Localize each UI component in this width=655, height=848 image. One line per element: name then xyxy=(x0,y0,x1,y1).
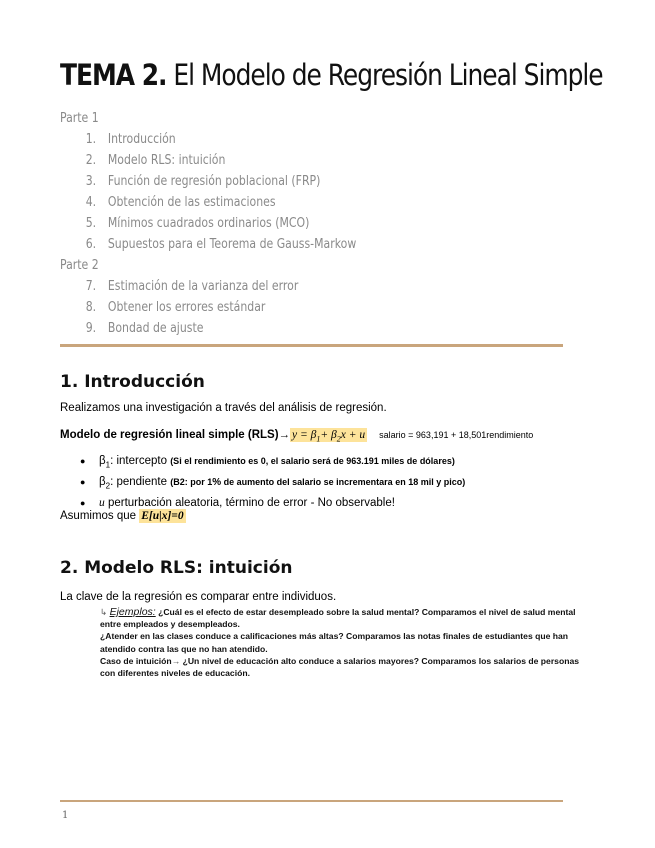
divider xyxy=(60,344,563,347)
paragraph: La clave de la regresión es comparar entre individuos. xyxy=(60,591,337,603)
section-heading-introduccion: 1. Introducción xyxy=(60,372,205,392)
toc-item[interactable]: 6. Supuestos para el Teorema de Gauss-Markow xyxy=(85,237,357,252)
examples-label: Ejemplos: xyxy=(109,606,156,618)
example-item: Caso de intuición→ ¿Un nivel de educación alto conduce a salarios mayores? Comparamos los salarios de personas con diferentes niveles de educación. xyxy=(100,655,580,679)
page-number: 1 xyxy=(62,810,69,821)
title-rest: El Modelo de Regresión Lineal Simple xyxy=(166,58,603,92)
example-item: ¿Atender en las clases conduce a calificaciones más altas? Comparamos las notas finales de estudiantes que han atendido contra las que no han atendido. xyxy=(100,631,569,654)
list-item: ● u perturbación aleatoria, término de error - No observable! xyxy=(80,497,395,509)
toc-part-1: Parte 1 xyxy=(60,111,99,126)
arrow: → xyxy=(278,429,291,441)
model-definition xyxy=(60,429,533,443)
assumption-equation: E[u|x]=0 xyxy=(141,510,184,522)
list-item: ● $\beta_2$: pendiente (B2: por 1% de aumento del salario se incrementara en 18 mil y pico) xyxy=(80,476,466,491)
bullet-list xyxy=(80,451,465,514)
assumption: Asumimos que E[u|x]=0 xyxy=(60,510,184,522)
toc-item[interactable]: 5. Mínimos cuadrados ordinarios (MCO) xyxy=(85,216,310,231)
salary-equation: salario = 963,191 + 18,501rendimiento xyxy=(379,430,534,440)
toc-item[interactable]: 7. Estimación de la varianza del error xyxy=(85,279,299,294)
toc-item[interactable]: 3. Función de regresión poblacional (FRP) xyxy=(85,174,321,189)
page-title xyxy=(60,58,603,92)
toc-item[interactable]: 2. Modelo RLS: intuición xyxy=(85,153,226,168)
toc-item[interactable]: 9. Bondad de ajuste xyxy=(85,321,204,336)
table-of-contents xyxy=(60,108,356,339)
toc-item[interactable]: 1. Introducción xyxy=(85,132,176,147)
section-heading-intuicion: 2. Modelo RLS: intuición xyxy=(60,558,293,578)
toc-item[interactable]: 4. Obtención de las estimaciones xyxy=(85,195,276,210)
footer-divider xyxy=(60,800,563,802)
list-item: ● $\beta_1$: intercepto (Si el rendimiento es 0, el salario será de 963.191 miles de dólares) xyxy=(80,455,455,470)
toc-item[interactable]: 8. Obtener los errores estándar xyxy=(85,300,266,315)
model-label: Modelo de regresión lineal simple (RLS) xyxy=(60,429,279,441)
model-equation: $y = \beta_1+ \beta_2x + u$ xyxy=(292,429,366,444)
title-bold: TEMA 2. xyxy=(60,58,167,92)
paragraph: Realizamos una investigación a través del análisis de regresión. xyxy=(60,402,387,414)
examples-block: ↳ Ejemplos: ¿Cuál es el efecto de estar desempleado sobre la salud mental? Comparamos el nivel de salud mental entre empleados y desempleados. ¿Atender en las clases conduce a calificaciones más altas? Comparamos las notas finales de estudiantes que han atendido contra las que no han atendido. Caso de intuición→ ¿Un nivel de educación alto conduce a salarios mayores? Comparamos los salarios de personas con diferentes niveles de educación. xyxy=(100,606,595,679)
toc-part-2: Parte 2 xyxy=(60,258,99,273)
